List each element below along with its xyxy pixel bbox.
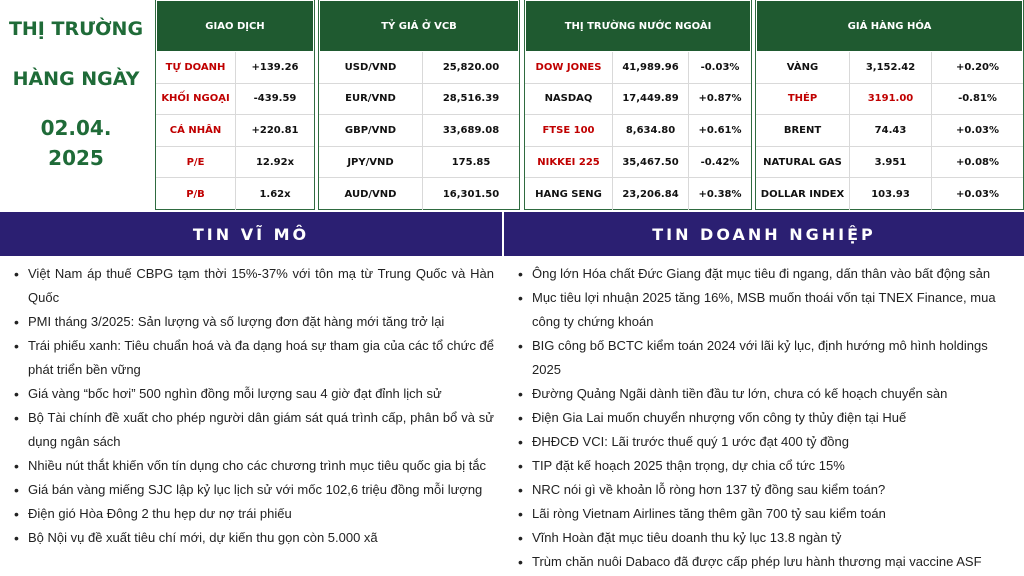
report-date: [0, 113, 152, 173]
list-item: • TIP đặt kế hoạch 2025 thận trọng, dự chia cổ tức 15%: [518, 454, 1016, 478]
market-change: +0.87%: [698, 93, 742, 105]
table-row: [156, 115, 314, 147]
list-item: • Đường Quảng Ngãi dành tiền đầu tư lớn, chưa có kế hoạch chuyển sàn: [518, 382, 1016, 406]
trading-label: P/E: [156, 147, 236, 178]
commodity-name: THÉP: [756, 84, 850, 115]
table-row: [525, 52, 751, 84]
fx-rate: 33,689.08: [442, 124, 500, 136]
list-item: • Mục tiêu lợi nhuận 2025 tăng 16%, MSB muốn thoái vốn tại TNEX Finance, mua công ty chứng khoán: [518, 286, 1016, 334]
trading-label: CÁ NHÂN: [156, 115, 236, 146]
commodity-value: 3,152.42: [850, 52, 932, 83]
market-change: -0.42%: [700, 156, 740, 168]
commodity-change: +0.20%: [955, 61, 1000, 73]
market-value: 41,989.96: [613, 52, 689, 83]
market-value: 23,206.84: [613, 178, 689, 210]
table-row: [319, 84, 519, 116]
list-item: • Điện gió Hòa Đông 2 thu hẹp dư nợ trái phiếu: [14, 502, 494, 526]
fx-panel: [318, 0, 520, 210]
table-row: [525, 147, 751, 179]
table-row: [756, 147, 1023, 179]
trading-value: +220.81: [251, 124, 299, 136]
commodities-panel: [755, 0, 1024, 210]
macro-news-header: TIN VĨ MÔ: [0, 212, 502, 256]
table-row: [156, 147, 314, 179]
commodity-change: +0.03%: [955, 124, 1000, 136]
trading-table: [156, 52, 314, 210]
foreign-markets-header: THỊ TRƯỜNG NƯỚC NGOÀI: [525, 0, 751, 52]
trading-label: P/B: [156, 178, 236, 210]
corporate-news-section: [504, 212, 1024, 576]
fx-table: [319, 52, 519, 210]
table-row: [756, 115, 1023, 147]
fx-rate: 175.85: [451, 156, 491, 168]
fx-rate: 28,516.39: [442, 93, 500, 105]
commodity-change: +0.08%: [955, 156, 1000, 168]
fx-pair: USD/VND: [319, 52, 423, 83]
list-item: • Nhiều nút thắt khiến vốn tín dụng cho các chương trình mục tiêu quốc gia bị tắc: [14, 454, 494, 478]
trading-header: GIAO DỊCH: [156, 0, 314, 52]
fx-pair: GBP/VND: [319, 115, 423, 146]
list-item: • Trùm chăn nuôi Dabaco đã được cấp phép lưu hành thương mại vaccine ASF: [518, 550, 1016, 574]
commodities-header: GIÁ HÀNG HÓA: [756, 0, 1023, 52]
market-change: -0.03%: [700, 61, 740, 73]
table-row: [156, 84, 314, 116]
commodity-name: DOLLAR INDEX: [756, 178, 850, 210]
table-row: [319, 178, 519, 210]
table-row: [756, 84, 1023, 116]
list-item: • Vĩnh Hoàn đặt mục tiêu doanh thu kỷ lục 13.8 ngàn tỷ: [518, 526, 1016, 550]
commodity-name: BRENT: [756, 115, 850, 146]
commodity-name: NATURAL GAS: [756, 147, 850, 178]
commodity-value: 103.93: [850, 178, 932, 210]
commodity-value: 74.43: [850, 115, 932, 146]
table-row: [525, 178, 751, 210]
report-title-block: [0, 0, 152, 210]
fx-pair: AUD/VND: [319, 178, 423, 210]
market-name: NASDAQ: [525, 84, 613, 115]
fx-pair: EUR/VND: [319, 84, 423, 115]
title-line-1: THỊ TRƯỜNG: [8, 18, 144, 40]
foreign-markets-table: [525, 52, 751, 210]
trading-panel: [155, 0, 315, 210]
trading-label: KHỐI NGOẠI: [156, 84, 236, 115]
trading-value: 12.92x: [255, 156, 295, 168]
corporate-news-header: TIN DOANH NGHIỆP: [504, 212, 1024, 256]
macro-news-list: [0, 256, 502, 550]
report-date-day-month: 02.04.: [40, 116, 112, 140]
table-row: [525, 115, 751, 147]
commodity-value: 3.951: [850, 147, 932, 178]
corporate-news-list: [504, 256, 1024, 574]
title-line-2: HÀNG NGÀY: [12, 68, 140, 90]
table-row: [319, 115, 519, 147]
list-item: • ĐHĐCĐ VCI: Lãi trước thuế quý 1 ước đạt 400 tỷ đồng: [518, 430, 1016, 454]
list-item: • Lãi ròng Vietnam Airlines tăng thêm gần 700 tỷ sau kiểm toán: [518, 502, 1016, 526]
market-name: NIKKEI 225: [525, 147, 613, 178]
macro-news-section: [0, 212, 502, 576]
trading-value: 1.62x: [259, 188, 291, 200]
report-date-year: 2025: [48, 146, 104, 170]
list-item: • Giá vàng “bốc hơi” 500 nghìn đồng mỗi lượng sau 4 giờ đạt đỉnh lịch sử: [14, 382, 494, 406]
market-change: +0.38%: [698, 188, 742, 200]
foreign-markets-panel: [524, 0, 752, 210]
list-item: • BIG công bố BCTC kiểm toán 2024 với lãi kỷ lục, định hướng mô hình holdings 2025: [518, 334, 1016, 382]
list-item: • PMI tháng 3/2025: Sản lượng và số lượng đơn đặt hàng mới tăng trở lại: [14, 310, 494, 334]
fx-pair: JPY/VND: [319, 147, 423, 178]
list-item: • NRC nói gì về khoản lỗ ròng hơn 137 tỷ đồng sau kiểm toán?: [518, 478, 1016, 502]
market-name: HANG SENG: [525, 178, 613, 210]
market-value: 8,634.80: [613, 115, 689, 146]
trading-value: +139.26: [251, 61, 299, 73]
table-row: [156, 178, 314, 210]
table-row: [756, 52, 1023, 84]
table-row: [756, 178, 1023, 210]
trading-value: -439.59: [253, 93, 297, 105]
fx-header: TỶ GIÁ Ở VCB: [319, 0, 519, 52]
trading-label: TỰ DOANH: [156, 52, 236, 83]
commodity-change: +0.03%: [955, 188, 1000, 200]
list-item: • Điện Gia Lai muốn chuyển nhượng vốn công ty thủy điện tại Huế: [518, 406, 1016, 430]
list-item: • Bộ Nội vụ đề xuất tiêu chí mới, dự kiến thu gọn còn 5.000 xã: [14, 526, 494, 550]
market-name: DOW JONES: [525, 52, 613, 83]
market-value: 17,449.89: [613, 84, 689, 115]
table-row: [156, 52, 314, 84]
list-item: • Giá bán vàng miếng SJC lập kỷ lục lịch sử với mốc 102,6 triệu đồng mỗi lượng: [14, 478, 494, 502]
market-name: FTSE 100: [525, 115, 613, 146]
commodity-name: VÀNG: [756, 52, 850, 83]
market-change: +0.61%: [698, 124, 742, 136]
table-row: [525, 84, 751, 116]
commodities-table: [756, 52, 1023, 210]
list-item: • Trái phiếu xanh: Tiêu chuẩn hoá và đa dạng hoá sự tham gia của các tổ chức để phát triển bền vững: [14, 334, 494, 382]
list-item: • Việt Nam áp thuế CBPG tạm thời 15%-37% với tôn mạ từ Trung Quốc và Hàn Quốc: [14, 262, 494, 310]
table-row: [319, 147, 519, 179]
fx-rate: 25,820.00: [442, 61, 500, 73]
fx-rate: 16,301.50: [442, 188, 500, 200]
commodity-value: 3191.00: [850, 84, 932, 115]
list-item: • Bộ Tài chính đề xuất cho phép người dân giám sát quá trình cấp, phân bổ và sử dụng ngân sách: [14, 406, 494, 454]
table-row: [319, 52, 519, 84]
commodity-change: -0.81%: [958, 93, 997, 105]
market-value: 35,467.50: [613, 147, 689, 178]
list-item: • Ông lớn Hóa chất Đức Giang đặt mục tiêu đi ngang, dấn thân vào bất động sản: [518, 262, 1016, 286]
